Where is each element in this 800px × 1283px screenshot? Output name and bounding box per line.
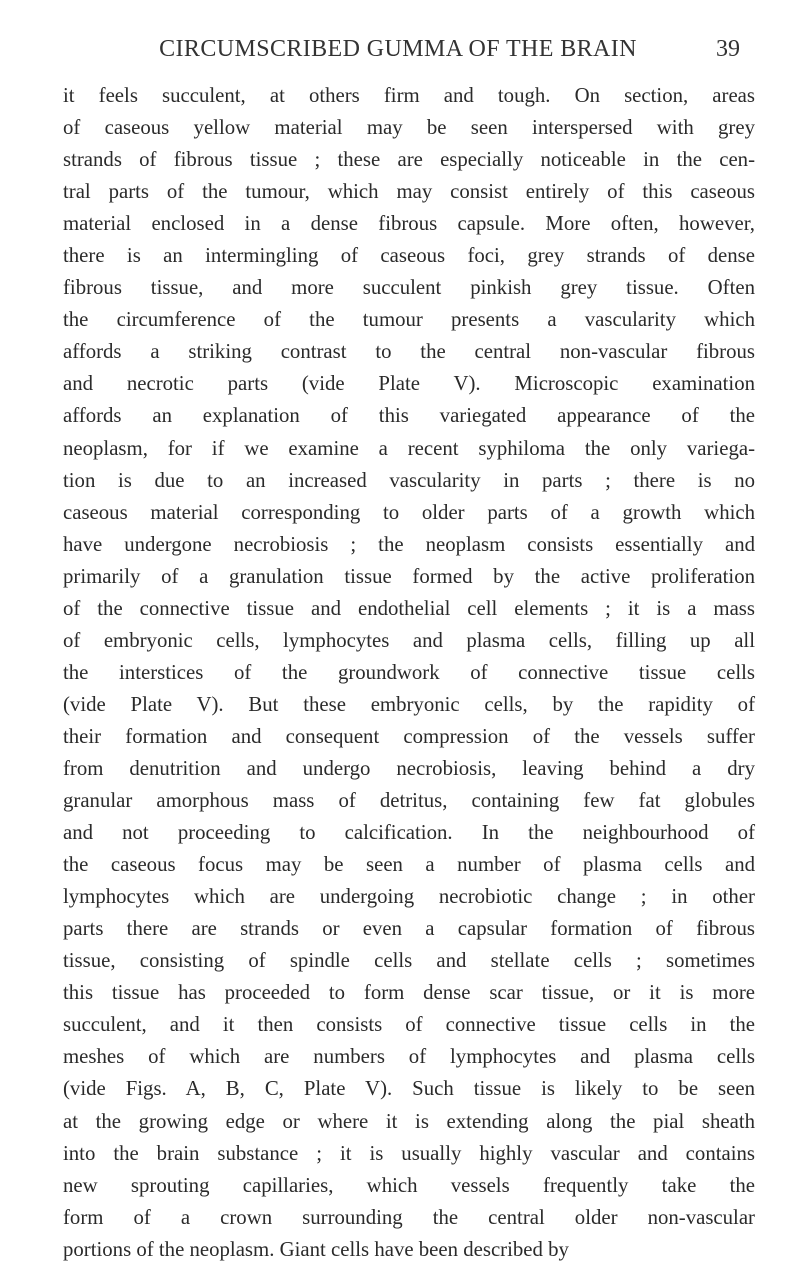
text-line: lymphocytes which are undergoing necrobiotic change ; in other xyxy=(63,885,755,909)
text-line: form of a crown surrounding the central older non-vascular xyxy=(63,1205,755,1229)
text-line: strands of fibrous tissue ; these are especially noticeable in the cen- xyxy=(63,148,755,172)
text-line: into the brain substance ; it is usually highly vascular and contains xyxy=(63,1141,755,1165)
text-line: the caseous focus may be seen a number of plasma cells and xyxy=(63,853,755,877)
text-line: tion is due to an increased vascularity in parts ; there is no xyxy=(63,468,755,492)
text-line: granular amorphous mass of detritus, containing few fat globules xyxy=(63,789,755,813)
text-line: and not proceeding to calcification. In the neighbourhood of xyxy=(63,821,755,845)
text-line: the interstices of the groundwork of connective tissue cells xyxy=(63,660,755,684)
text-line: their formation and consequent compression of the vessels suffer xyxy=(63,724,755,748)
text-line: neoplasm, for if we examine a recent syphiloma the only variega- xyxy=(63,436,755,460)
text-line: and necrotic parts (vide Plate V). Microscopic examination xyxy=(63,372,755,396)
text-line: material enclosed in a dense fibrous capsule. More often, however, xyxy=(63,212,755,236)
text-line: parts there are strands or even a capsular formation of fibrous xyxy=(63,917,755,941)
text-line: portions of the neoplasm. Giant cells have been described by xyxy=(63,1237,569,1261)
text-line: affords a striking contrast to the central non-vascular fibrous xyxy=(63,340,755,364)
text-line: fibrous tissue, and more succulent pinkish grey tissue. Often xyxy=(63,276,755,300)
text-line: at the growing edge or where it is extending along the pial sheath xyxy=(63,1109,755,1133)
text-line: there is an intermingling of caseous foci, grey strands of dense xyxy=(63,244,755,268)
text-line: meshes of which are numbers of lymphocytes and plasma cells xyxy=(63,1045,755,1069)
text-line: of caseous yellow material may be seen interspersed with grey xyxy=(63,116,755,140)
text-line: tral parts of the tumour, which may consist entirely of this caseous xyxy=(63,180,755,204)
body-text xyxy=(63,80,755,1266)
page-number: 39 xyxy=(716,36,740,62)
text-line: affords an explanation of this variegated appearance of the xyxy=(63,404,755,428)
text-line: the circumference of the tumour presents a vascularity which xyxy=(63,308,755,332)
text-line: succulent, and it then consists of connective tissue cells in the xyxy=(63,1013,755,1037)
text-line: of the connective tissue and endothelial cell elements ; it is a mass xyxy=(63,596,755,620)
text-line: have undergone necrobiosis ; the neoplasm consists essentially and xyxy=(63,532,755,556)
text-line: it feels succulent, at others firm and tough. On section, areas xyxy=(63,84,755,107)
text-line: caseous material corresponding to older parts of a growth which xyxy=(63,500,755,524)
text-line: (vide Figs. A, B, C, Plate V). Such tissue is likely to be seen xyxy=(63,1077,755,1101)
text-line: this tissue has proceeded to form dense scar tissue, or it is more xyxy=(63,981,755,1005)
text-line: of embryonic cells, lymphocytes and plasma cells, filling up all xyxy=(63,628,755,652)
text-line: from denutrition and undergo necrobiosis, leaving behind a dry xyxy=(63,756,755,780)
running-head-title: CIRCUMSCRIBED GUMMA OF THE BRAIN xyxy=(159,36,637,62)
text-line: (vide Plate V). But these embryonic cells, by the rapidity of xyxy=(63,692,755,716)
text-line: tissue, consisting of spindle cells and stellate cells ; sometimes xyxy=(63,949,755,973)
text-line: primarily of a granulation tissue formed by the active proliferation xyxy=(63,564,755,588)
text-line: new sprouting capillaries, which vessels frequently take the xyxy=(63,1173,755,1197)
